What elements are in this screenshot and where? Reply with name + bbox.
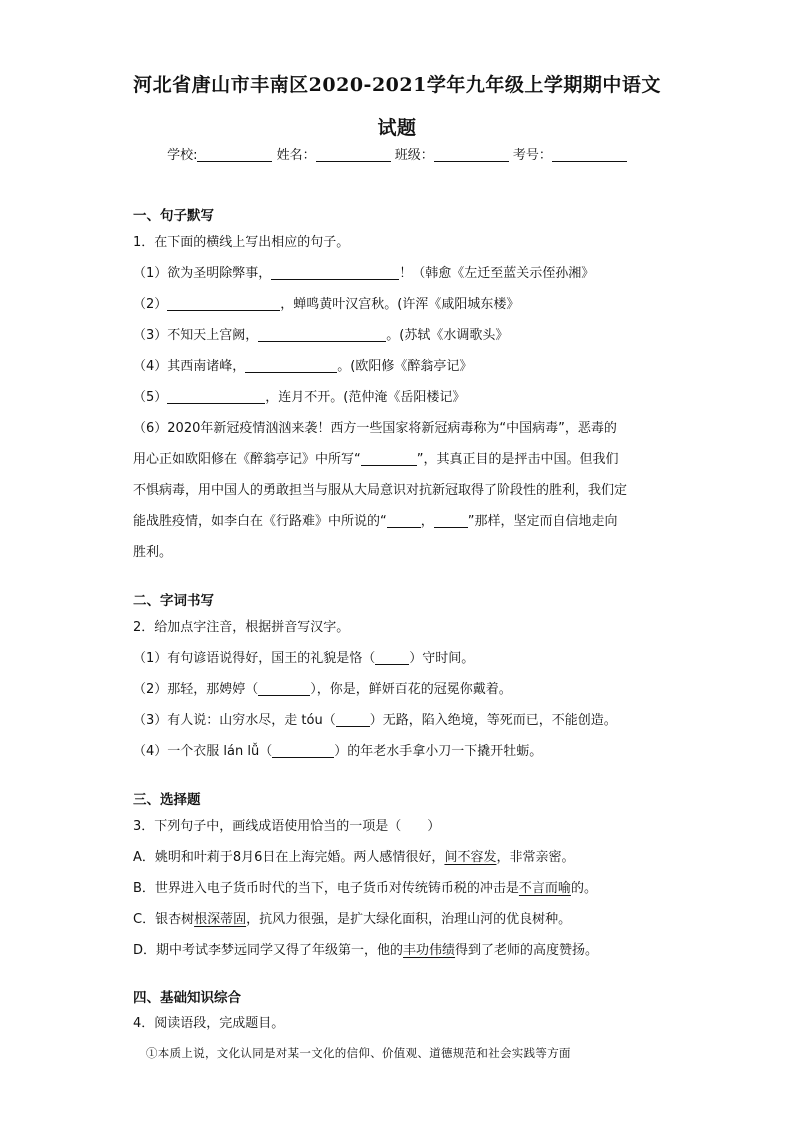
section-heading-3: 三、选择题 [133,792,201,808]
question-1-item-6-line1: （6）2020年新冠疫情汹汹来袭！西方一些国家将新冠病毒称为“中国病毒”，恶毒的 [133,421,617,436]
underlined-idiom: 间不容发 [444,850,497,865]
exam-title-line2: 试题 [377,117,417,139]
question-2-item-2: （2）那轻，那娉婷（ ），你是，鲜妍百花的冠冕你戴着。 [133,682,512,697]
answer-blank[interactable] [336,712,370,727]
option-c[interactable]: C．银杏树根深蒂固，抗风力很强，是扩大绿化面积，治理山河的优良树种。 [133,912,572,927]
question-1-item-3: （3）不知天上宫阙， 。(苏轼《水调歌头》 [133,328,509,343]
answer-blank[interactable] [167,389,265,404]
answer-blank[interactable] [272,743,334,758]
section-heading-1: 一、句子默写 [133,208,214,224]
question-1-item-6-line3: 不惧病毒，用中国人的勇敢担当与服从大局意识对抗新冠取得了阶段性的胜利，我们定 [133,483,628,498]
answer-blank[interactable] [361,451,417,466]
class-label: 班级： [394,148,434,163]
answer-blank[interactable] [167,296,280,311]
answer-blank[interactable] [375,650,409,665]
school-blank[interactable] [197,147,272,162]
underlined-idiom: 丰功伟绩 [403,943,456,958]
answer-blank[interactable] [434,513,468,528]
question-1-item-6-line2: 用心正如欧阳修在《醉翁亭记》中所写“ ”，其真正目的是抨击中国。但我们 [133,452,619,467]
section-heading-2: 二、字词书写 [133,593,214,609]
question-1-item-2: （2） ，蝉鸣黄叶汉宫秋。(许浑《咸阳城东楼》 [133,297,520,312]
option-b[interactable]: B．世界进入电子货币时代的当下，电子货币对传统铸币税的冲击是不言而喻的。 [133,881,597,896]
section-heading-4: 四、基础知识综合 [133,990,241,1006]
name-blank[interactable] [316,147,391,162]
class-blank[interactable] [434,147,509,162]
question-1-item-6-line5: 胜利。 [133,545,173,560]
underlined-idiom: 根深蒂固 [194,912,247,927]
question-4-stem: 4．阅读语段，完成题目。 [133,1016,285,1031]
student-info-row [0,144,794,163]
question-2-item-4: （4）一个衣服 lán lǚ（ ）的年老水手拿小刀一下撬开牡蛎。 [133,744,543,759]
question-1-item-5: （5） ，连月不开。(范仲淹《岳阳楼记》 [133,390,466,405]
reading-passage-line1: ①本质上说，文化认同是对某一文化的信仰、价值观、道德规范和社会实践等方面 [146,1046,571,1060]
question-2-item-1: （1）有句谚语说得好，国王的礼貌是恪（ ）守时间。 [133,651,475,666]
question-1-item-4: （4）其西南诸峰， 。(欧阳修《醉翁亭记》 [133,359,473,374]
question-1-item-1: （1）欲为圣明除弊事， ！（韩愈《左迁至蓝关示侄孙湘》 [133,266,595,281]
underlined-idiom: 不言而喻 [518,881,571,896]
question-3-stem: 3．下列句子中，画线成语使用恰当的一项是（ ） [133,819,441,834]
option-a[interactable]: A．姚明和叶莉于8月6日在上海完婚。两人感情很好，间不容发，非常亲密。 [133,850,575,865]
answer-blank[interactable] [271,265,399,280]
answer-blank[interactable] [387,513,421,528]
question-2-stem: 2．给加点字注音，根据拼音写汉字。 [133,620,350,635]
school-label: 学校: [167,148,198,163]
exam-no-label: 考号： [512,148,552,163]
question-1-stem: 1．在下面的横线上写出相应的句子。 [133,235,350,250]
name-label: 姓名： [276,148,316,163]
answer-blank[interactable] [258,681,310,696]
exam-no-blank[interactable] [552,147,627,162]
question-2-item-3: （3）有人说：山穷水尽，走 tóu（ ）无路，陷入绝境，等死而已，不能创造。 [133,713,617,728]
question-1-item-6-line4: 能战胜疫情，如李白在《行路难》中所说的“ ， ”那样，坚定而自信地走向 [133,514,618,529]
answer-blank[interactable] [245,358,337,373]
answer-blank[interactable] [258,327,386,342]
option-d[interactable]: D．期中考试李梦远同学又得了年级第一，他的丰功伟绩得到了老师的高度赞扬。 [133,943,599,958]
exam-title-line1: 河北省唐山市丰南区2020-2021学年九年级上学期期中语文 [133,74,661,96]
